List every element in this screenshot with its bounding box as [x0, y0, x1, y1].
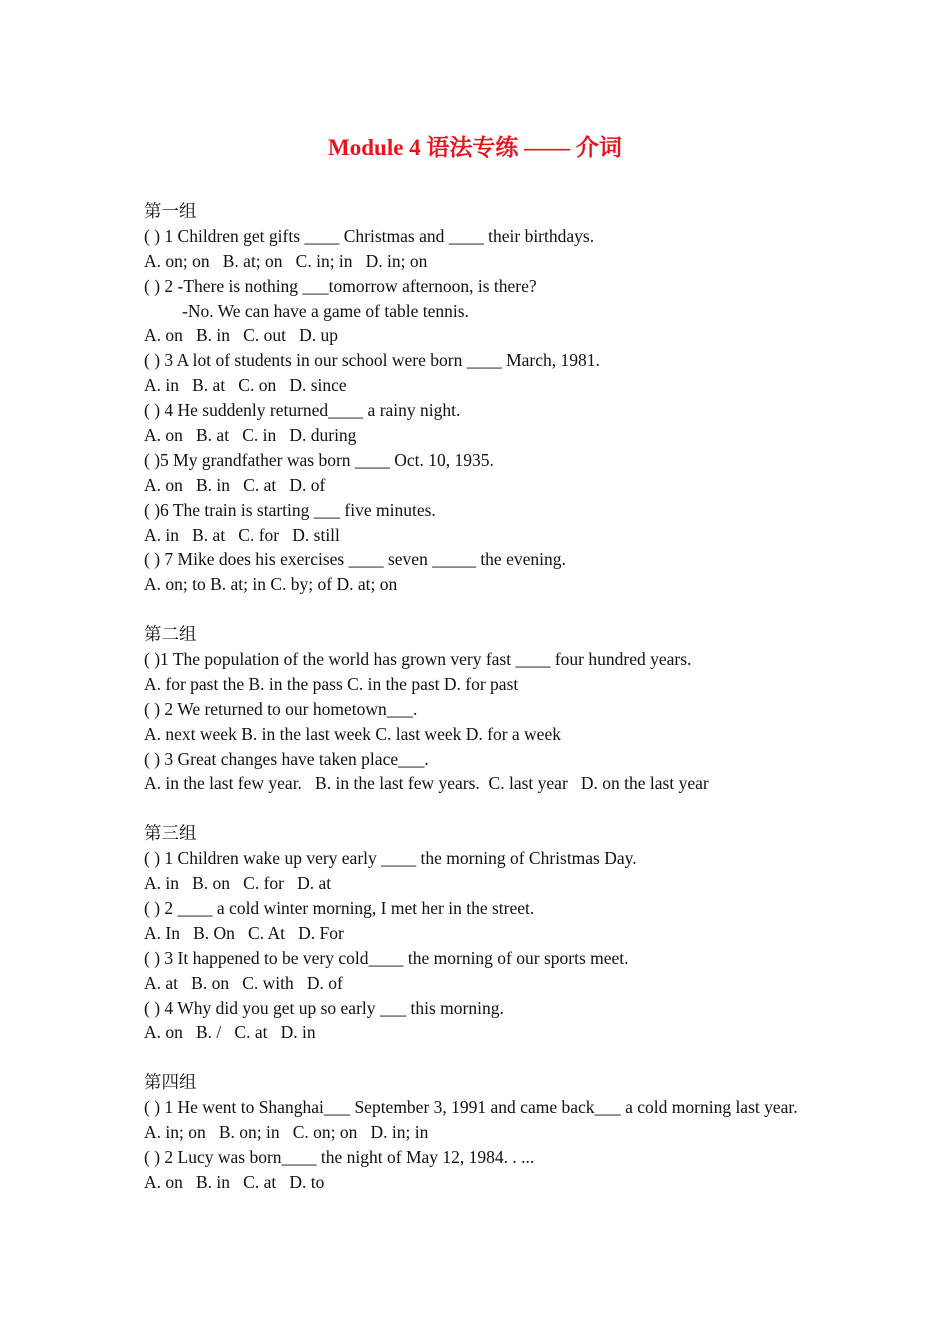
options-line: A. in B. at C. on D. since — [144, 375, 347, 396]
question-line: ( ) 3 It happened to be very cold____ the morning of our sports meet. — [144, 947, 629, 968]
question-line: ( ) 2 Lucy was born____ the night of May 12, 1984. . ... — [144, 1146, 535, 1167]
group-spacer — [144, 1045, 806, 1070]
question-line: ( )5 My grandfather was born ____ Oct. 10, 1935. — [144, 449, 494, 470]
group-heading: 第一组 — [144, 201, 197, 221]
options-line: A. at B. on C. with D. of — [144, 972, 343, 993]
exercise-group-3 — [144, 821, 806, 1045]
question-continuation-line: -No. We can have a game of table tennis. — [182, 300, 469, 321]
question-line: ( ) 1 Children wake up very early ____ the morning of Christmas Day. — [144, 848, 637, 869]
group-heading: 第四组 — [144, 1072, 197, 1093]
options-line: A. in; on B. on; in C. on; on D. in; in — [144, 1121, 429, 1142]
options-line: A. on B. in C. out D. up — [144, 325, 338, 346]
question-line: ( ) 4 He suddenly returned____ a rainy night. — [144, 400, 461, 421]
options-line: A. on B. at C. in D. during — [144, 425, 357, 446]
question-line: ( )1 The population of the world has grown very fast ____ four hundred years. — [144, 649, 692, 670]
question-line: ( ) 7 Mike does his exercises ____ seven _____ the evening. — [144, 549, 566, 570]
group-spacer — [144, 796, 806, 821]
exercise-group-2 — [144, 622, 806, 796]
question-line: ( ) 3 Great changes have taken place___. — [144, 748, 429, 769]
question-line: ( ) 3 A lot of students in our school were born ____ March, 1981. — [144, 350, 600, 371]
group-heading: 第三组 — [144, 823, 197, 844]
exercise-group-1 — [144, 199, 806, 597]
options-line: A. for past the B. in the pass C. in the past D. for past — [144, 673, 519, 694]
options-line: A. next week B. in the last week C. last week D. for a week — [144, 723, 561, 744]
question-line: ( ) 1 Children get gifts ____ Christmas and ____ their birthdays. — [144, 225, 595, 246]
options-line: A. on; to B. at; in C. by; of D. at; on — [144, 574, 398, 595]
options-line: A. on B. in C. at D. of — [144, 474, 326, 495]
options-line: A. In B. On C. At D. For — [144, 922, 344, 943]
options-line: A. in B. at C. for D. still — [144, 524, 340, 545]
options-line: A. in the last few year. B. in the last few years. C. last year D. on the last year — [144, 773, 709, 794]
options-line: A. on; on B. at; on C. in; in D. in; on — [144, 250, 428, 271]
options-line: A. in B. on C. for D. at — [144, 873, 332, 894]
exercise-content — [144, 199, 806, 1195]
exercise-group-4 — [144, 1070, 806, 1194]
question-line: ( ) 1 He went to Shanghai___ September 3, 1991 and came back___ a cold morning last year. — [144, 1097, 798, 1118]
options-line: A. on B. / C. at D. in — [144, 1022, 316, 1043]
options-line: A. on B. in C. at D. to — [144, 1171, 325, 1192]
question-line: ( ) 4 Why did you get up so early ___ this morning. — [144, 997, 504, 1018]
question-line: ( ) 2 -There is nothing ___tomorrow afternoon, is there? — [144, 275, 537, 296]
group-heading: 第二组 — [144, 624, 197, 645]
group-spacer — [144, 597, 806, 622]
page-title: Module 4 语法专练 —— 介词 — [328, 135, 622, 160]
question-line: ( ) 2 ____ a cold winter morning, I met her in the street. — [144, 897, 535, 918]
question-line: ( ) 2 We returned to our hometown___. — [144, 698, 418, 719]
question-line: ( )6 The train is starting ___ five minutes. — [144, 499, 436, 520]
